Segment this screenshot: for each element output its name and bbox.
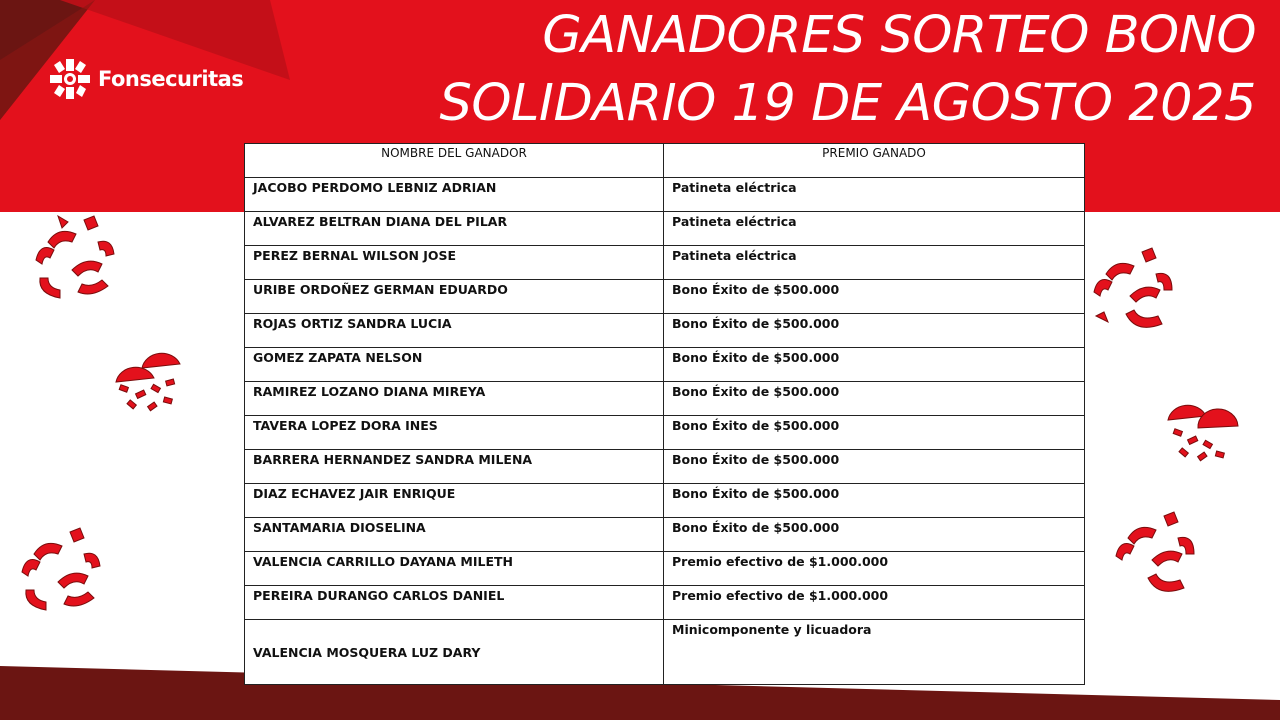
confetti-burst-icon (1086, 244, 1178, 340)
table-row (245, 450, 1085, 484)
table-row (245, 382, 1085, 416)
table-row (245, 518, 1085, 552)
prize: Bono Éxito de $500.000 (664, 382, 1085, 416)
prize: Bono Éxito de $500.000 (664, 450, 1085, 484)
winner-name: ALVAREZ BELTRAN DIANA DEL PILAR (245, 212, 664, 246)
prize: Bono Éxito de $500.000 (664, 314, 1085, 348)
table-row (245, 212, 1085, 246)
table-row (245, 586, 1085, 620)
page-title (396, 2, 1256, 138)
confetti-burst-icon (28, 212, 120, 308)
party-popper-icon (1162, 386, 1244, 468)
table-row (245, 416, 1085, 450)
winner-name: SANTAMARIA DIOSELINA (245, 518, 664, 552)
winner-name: URIBE ORDOÑEZ GERMAN EDUARDO (245, 280, 664, 314)
column-header-name: NOMBRE DEL GANADOR (245, 144, 664, 178)
winner-name: DIAZ ECHAVEZ JAIR ENRIQUE (245, 484, 664, 518)
prize: Premio efectivo de $1.000.000 (664, 552, 1085, 586)
winner-name: JACOBO PERDOMO LEBNIZ ADRIAN (245, 178, 664, 212)
winner-name: VALENCIA MOSQUERA LUZ DARY (245, 620, 664, 685)
winner-name: GOMEZ ZAPATA NELSON (245, 348, 664, 382)
table-row (245, 348, 1085, 382)
prize: Patineta eléctrica (664, 246, 1085, 280)
brand-logo (48, 54, 243, 104)
confetti-burst-icon (1108, 508, 1200, 604)
prize: Premio efectivo de $1.000.000 (664, 586, 1085, 620)
table-header-row (245, 144, 1085, 178)
prize: Bono Éxito de $500.000 (664, 484, 1085, 518)
winners-table (244, 143, 1085, 685)
table-row (245, 552, 1085, 586)
winner-name: PEREIRA DURANGO CARLOS DANIEL (245, 586, 664, 620)
page-title-line-1: GANADORES SORTEO BONO (542, 6, 1256, 65)
brand-name: Fonsecuritas (98, 67, 244, 91)
winner-name: ROJAS ORTIZ SANDRA LUCIA (245, 314, 664, 348)
prize: Patineta eléctrica (664, 212, 1085, 246)
prize: Bono Éxito de $500.000 (664, 416, 1085, 450)
party-popper-icon (108, 346, 188, 422)
prize: Bono Éxito de $500.000 (664, 280, 1085, 314)
table-row (245, 178, 1085, 212)
table-row (245, 246, 1085, 280)
winner-name: PEREZ BERNAL WILSON JOSE (245, 246, 664, 280)
prize: Bono Éxito de $500.000 (664, 518, 1085, 552)
fonsecuritas-logo-icon (48, 57, 92, 101)
prize: Minicomponente y licuadora (664, 620, 1085, 685)
winner-name: RAMIREZ LOZANO DIANA MIREYA (245, 382, 664, 416)
prize: Bono Éxito de $500.000 (664, 348, 1085, 382)
table-row (245, 620, 1085, 685)
winner-name: BARRERA HERNANDEZ SANDRA MILENA (245, 450, 664, 484)
table-row (245, 484, 1085, 518)
prize: Patineta eléctrica (664, 178, 1085, 212)
winner-name: TAVERA LOPEZ DORA INES (245, 416, 664, 450)
table-row (245, 280, 1085, 314)
page-title-line-2: SOLIDARIO 19 DE AGOSTO 2025 (439, 74, 1256, 133)
confetti-burst-icon (14, 524, 106, 620)
table-row (245, 314, 1085, 348)
winner-name: VALENCIA CARRILLO DAYANA MILETH (245, 552, 664, 586)
column-header-prize: PREMIO GANADO (664, 144, 1085, 178)
